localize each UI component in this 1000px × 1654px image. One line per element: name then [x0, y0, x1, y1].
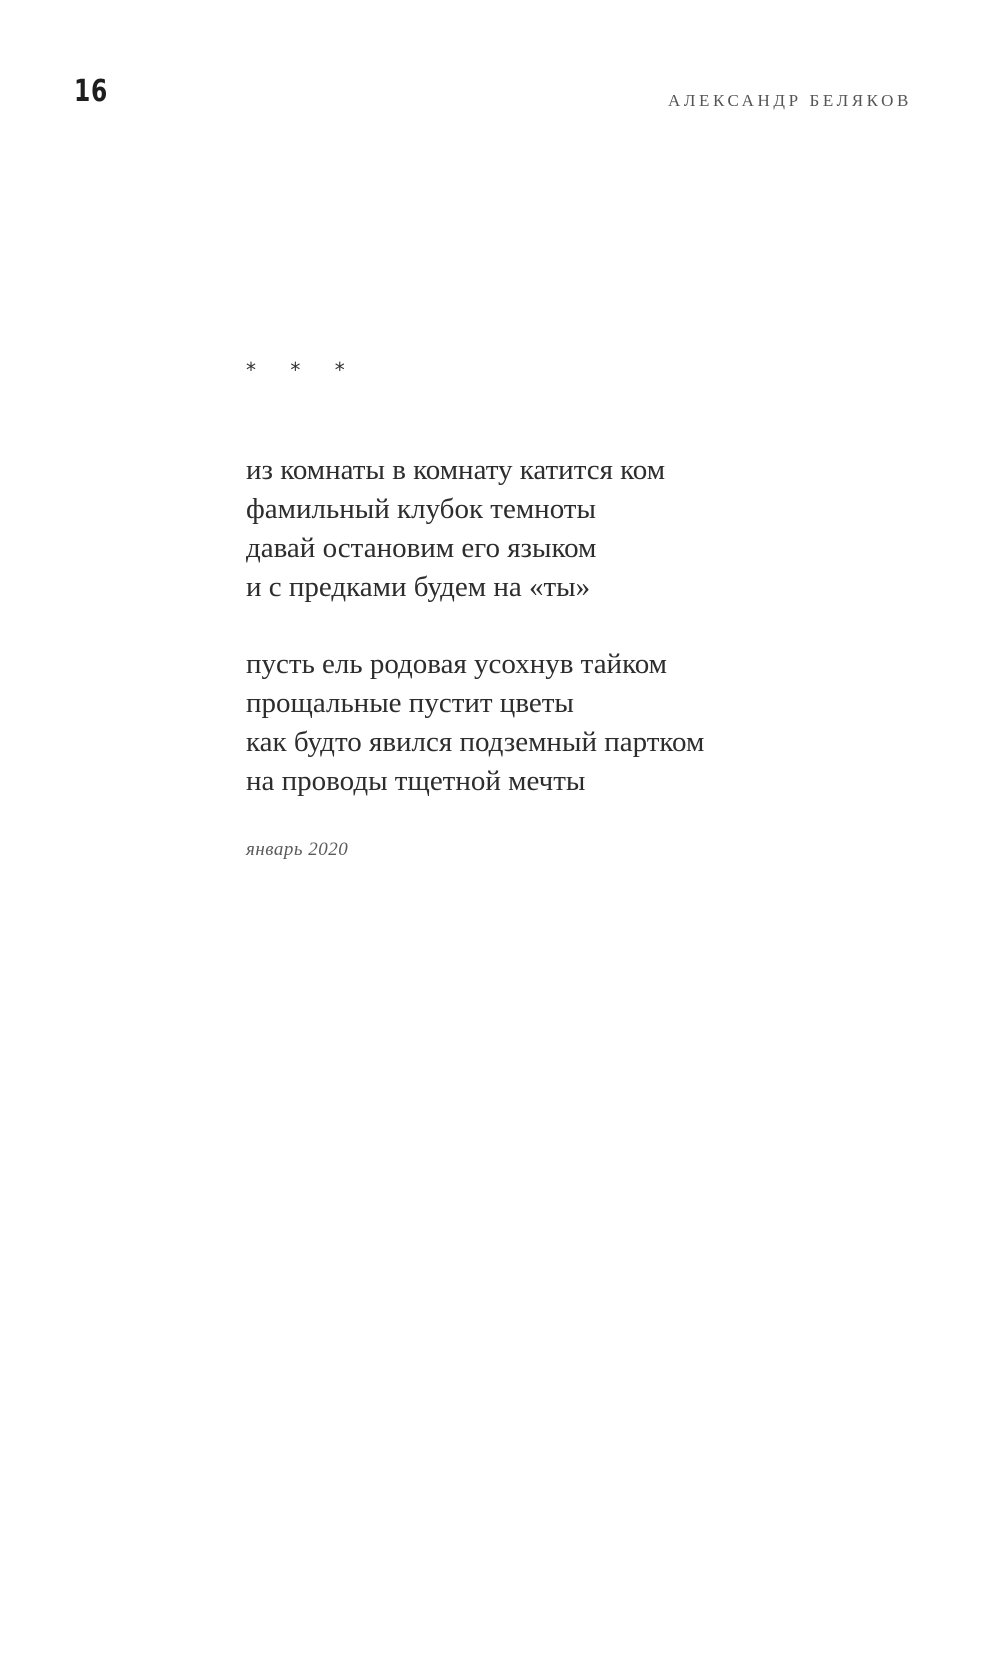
poem-date: январь 2020: [246, 839, 349, 860]
stanza-2: [246, 645, 926, 801]
poem-line: давай остановим его языком: [246, 532, 597, 564]
poem-line: пусть ель родовая усохнув тайком: [246, 648, 667, 680]
poem-line: и с предками будем на «ты»: [246, 571, 591, 603]
poem-line: как будто явился подземный партком: [246, 726, 705, 758]
poem-line: из комнаты в комнату катится ком: [246, 454, 666, 486]
poem-line: на проводы тщетной мечты: [246, 765, 586, 797]
poem-line: фамильный клубок темноты: [246, 493, 596, 525]
stanza-1: [246, 451, 926, 607]
asterism-icon: * * *: [246, 358, 359, 382]
page-number: 16: [74, 74, 109, 109]
poem: [246, 355, 926, 861]
running-head-author: АЛЕКСАНДР БЕЛЯКОВ: [668, 91, 912, 110]
poem-line: прощальные пустит цветы: [246, 687, 574, 719]
